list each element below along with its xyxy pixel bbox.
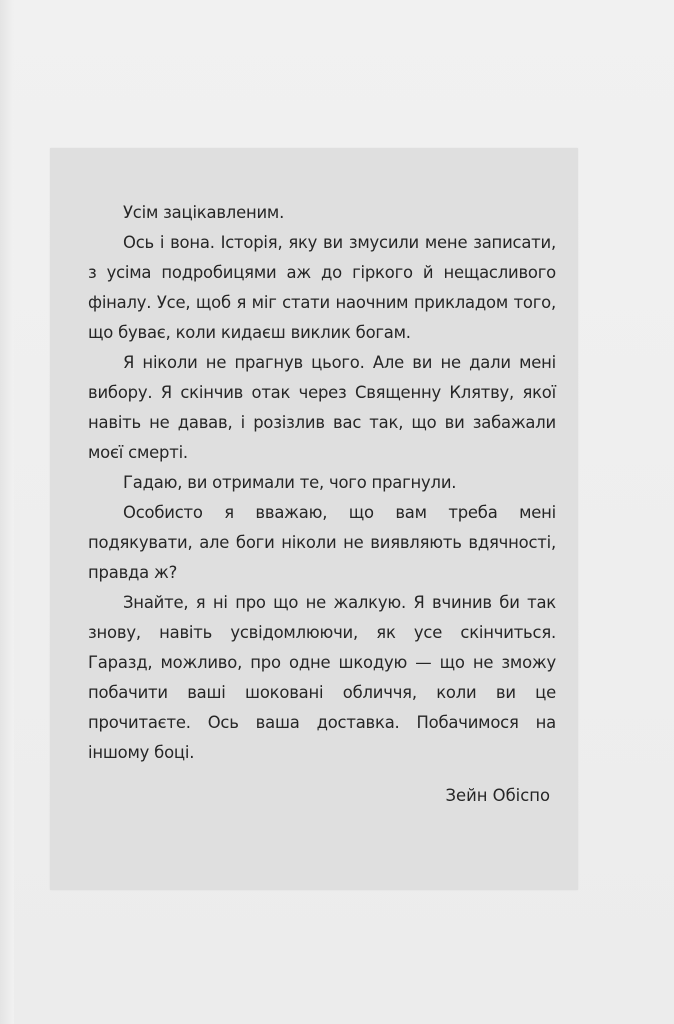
page-edge bbox=[0, 0, 14, 1024]
letter-paragraph: Я ніколи не прагнув цього. Але ви не дали мені вибору. Я скінчив отак через Священну Клятву, якої навіть не давав, і розізлив вас так, що ви забажали моєї смерті. bbox=[88, 353, 556, 462]
letter-paragraph: Особисто я вважаю, що вам треба мені подякувати, але боги ніколи не виявляють вдячності, правда ж? bbox=[88, 503, 556, 582]
letter-card bbox=[50, 148, 578, 890]
letter-signature: Зейн Обіспо bbox=[445, 786, 550, 805]
letter-paragraph: Гадаю, ви отримали те, чого прагнули. bbox=[123, 473, 457, 492]
letter-paragraph: Знайте, я ні про що не жалкую. Я вчинив би так знову, навіть усвідомлюючи, як усе скінчиться. Гаразд, можливо, про одне шкодую — що не зможу побачити ваші шоковані обличчя, коли ви це прочитаєте. Ось ваша доставка. Побачимося на іншому боці. bbox=[88, 593, 556, 762]
letter-paragraph: Ось і вона. Історія, яку ви змусили мене записати, з усіма подробицями аж до гіркого й нещасливого фіналу. Усе, щоб я міг стати наочним прикладом того, що буває, коли кидаєш виклик богам. bbox=[88, 233, 556, 342]
letter-body bbox=[88, 198, 556, 768]
letter-greeting: Усім зацікавленим. bbox=[123, 203, 285, 222]
